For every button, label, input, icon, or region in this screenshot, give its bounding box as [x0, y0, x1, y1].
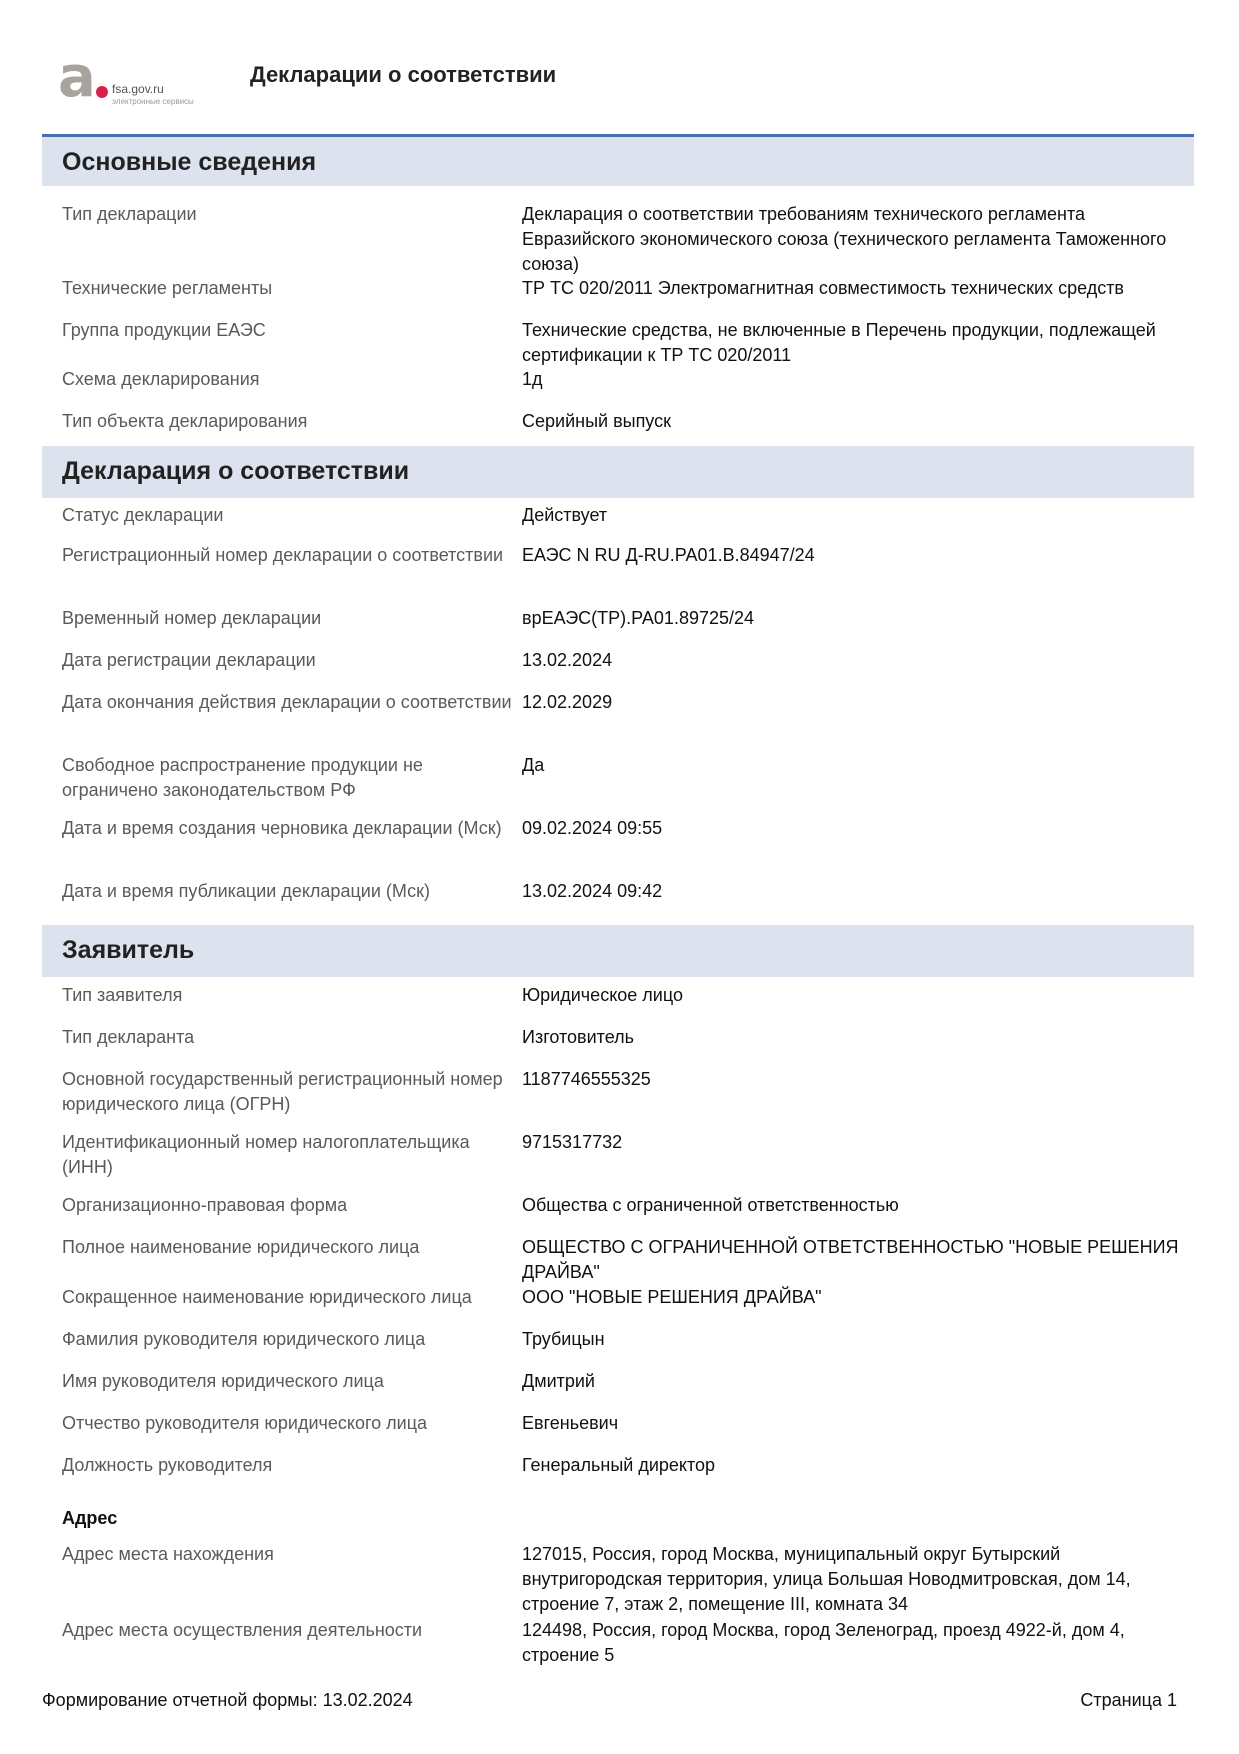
- field-value: Трубицын: [522, 1329, 605, 1349]
- field-value: Дмитрий: [522, 1371, 595, 1391]
- field-value: 13.02.2024: [522, 650, 613, 670]
- field-label: Тип объекта декларирования: [62, 411, 308, 431]
- field-label: Тип декларанта: [62, 1027, 195, 1047]
- field-value: Изготовитель: [522, 1027, 634, 1047]
- field-value: Серийный выпуск: [522, 411, 671, 431]
- field-value: 9715317732: [522, 1132, 623, 1152]
- logo-dot-icon: [96, 86, 108, 98]
- field-value: ООО "НОВЫЕ РЕШЕНИЯ ДРАЙВА": [522, 1287, 822, 1307]
- field-value: Декларация о соответствии требованиям технического регламента Евразийского экономического союза (технического регламента Таможенного союза): [522, 204, 1167, 274]
- field-value: 1187746555325: [522, 1069, 651, 1089]
- report-date-footer: Формирование отчетной формы: 13.02.2024: [42, 1690, 413, 1710]
- field-label: Сокращенное наименование юридического лица: [62, 1287, 472, 1307]
- fsa-logo: [58, 45, 208, 112]
- field-label: Адрес места осуществления деятельности: [62, 1620, 423, 1640]
- field-value: Евгеньевич: [522, 1413, 619, 1433]
- field-label: Группа продукции ЕАЭС: [62, 320, 266, 340]
- field-label: Статус декларации: [62, 505, 224, 525]
- field-value: Генеральный директор: [522, 1455, 716, 1475]
- field-value: Юридическое лицо: [522, 985, 683, 1005]
- field-label: Временный номер декларации: [62, 608, 322, 628]
- field-value: 13.02.2024 09:42: [522, 881, 663, 901]
- field-value: 1д: [522, 369, 543, 389]
- field-label: Свободное распространение продукции не ограничено законодательством РФ: [62, 755, 423, 800]
- field-label: Отчество руководителя юридического лица: [62, 1413, 428, 1433]
- field-value: 12.02.2029: [522, 692, 613, 712]
- section-heading-declaration: Декларация о соответствии: [42, 446, 1194, 498]
- field-value: Да: [522, 755, 545, 775]
- field-label: Технические регламенты: [62, 278, 273, 298]
- field-label: Тип декларации: [62, 204, 197, 224]
- field-label: Дата и время создания черновика декларации (Мск): [62, 818, 502, 838]
- field-value: Технические средства, не включенные в Перечень продукции, подлежащей сертификации к ТР ТС 020/2011: [522, 320, 1156, 365]
- field-label: Идентификационный номер налогоплательщика (ИНН): [62, 1132, 470, 1177]
- field-label: Адрес места нахождения: [62, 1544, 274, 1564]
- field-label: Организационно-правовая форма: [62, 1195, 348, 1215]
- field-label: Полное наименование юридического лица: [62, 1237, 420, 1257]
- field-label: Дата регистрации декларации: [62, 650, 316, 670]
- field-label: Фамилия руководителя юридического лица: [62, 1329, 426, 1349]
- field-label: Регистрационный номер декларации о соответствии: [62, 545, 504, 565]
- field-value: ТР ТС 020/2011 Электромагнитная совместимость технических средств: [522, 278, 1124, 298]
- field-value: 127015, Россия, город Москва, муниципальный округ Бутырский внутригородская территория, улица Большая Новодмитровская, дом 14, строение 7, этаж 2, помещение III, комната 34: [522, 1544, 1131, 1614]
- field-value: Общества с ограниченной ответственностью: [522, 1195, 899, 1215]
- section-heading-basic: Основные сведения: [42, 134, 1194, 186]
- logo-subtitle-text: электронные сервисы: [112, 97, 194, 106]
- field-label: Схема декларирования: [62, 369, 260, 389]
- address-subheading: Адрес: [62, 1508, 118, 1528]
- field-value: 124498, Россия, город Москва, город Зеленоград, проезд 4922-й, дом 4, строение 5: [522, 1620, 1125, 1665]
- page-number-footer: Страница 1: [1080, 1690, 1177, 1710]
- field-value: Действует: [522, 505, 608, 525]
- field-label: Основной государственный регистрационный номер юридического лица (ОГРН): [62, 1069, 503, 1114]
- field-label: Тип заявителя: [62, 985, 183, 1005]
- field-value: ОБЩЕСТВО С ОГРАНИЧЕННОЙ ОТВЕТСТВЕННОСТЬЮ "НОВЫЕ РЕШЕНИЯ ДРАЙВА": [522, 1237, 1179, 1282]
- field-label: Должность руководителя: [62, 1455, 273, 1475]
- section-heading-applicant: Заявитель: [42, 925, 1194, 977]
- document-title: Декларации о соответствии: [250, 62, 557, 87]
- page-header: [0, 0, 1239, 130]
- field-label: Имя руководителя юридического лица: [62, 1371, 384, 1391]
- field-value: врЕАЭС(ТР).РА01.89725/24: [522, 608, 755, 628]
- field-label: Дата и время публикации декларации (Мск): [62, 881, 430, 901]
- logo-site-text: fsa.gov.ru: [112, 82, 164, 96]
- fsa-logo-mark-icon: а: [58, 45, 96, 110]
- field-value: ЕАЭС N RU Д-RU.РА01.В.84947/24: [522, 545, 815, 565]
- field-label: Дата окончания действия декларации о соответствии: [62, 692, 512, 712]
- field-value: 09.02.2024 09:55: [522, 818, 663, 838]
